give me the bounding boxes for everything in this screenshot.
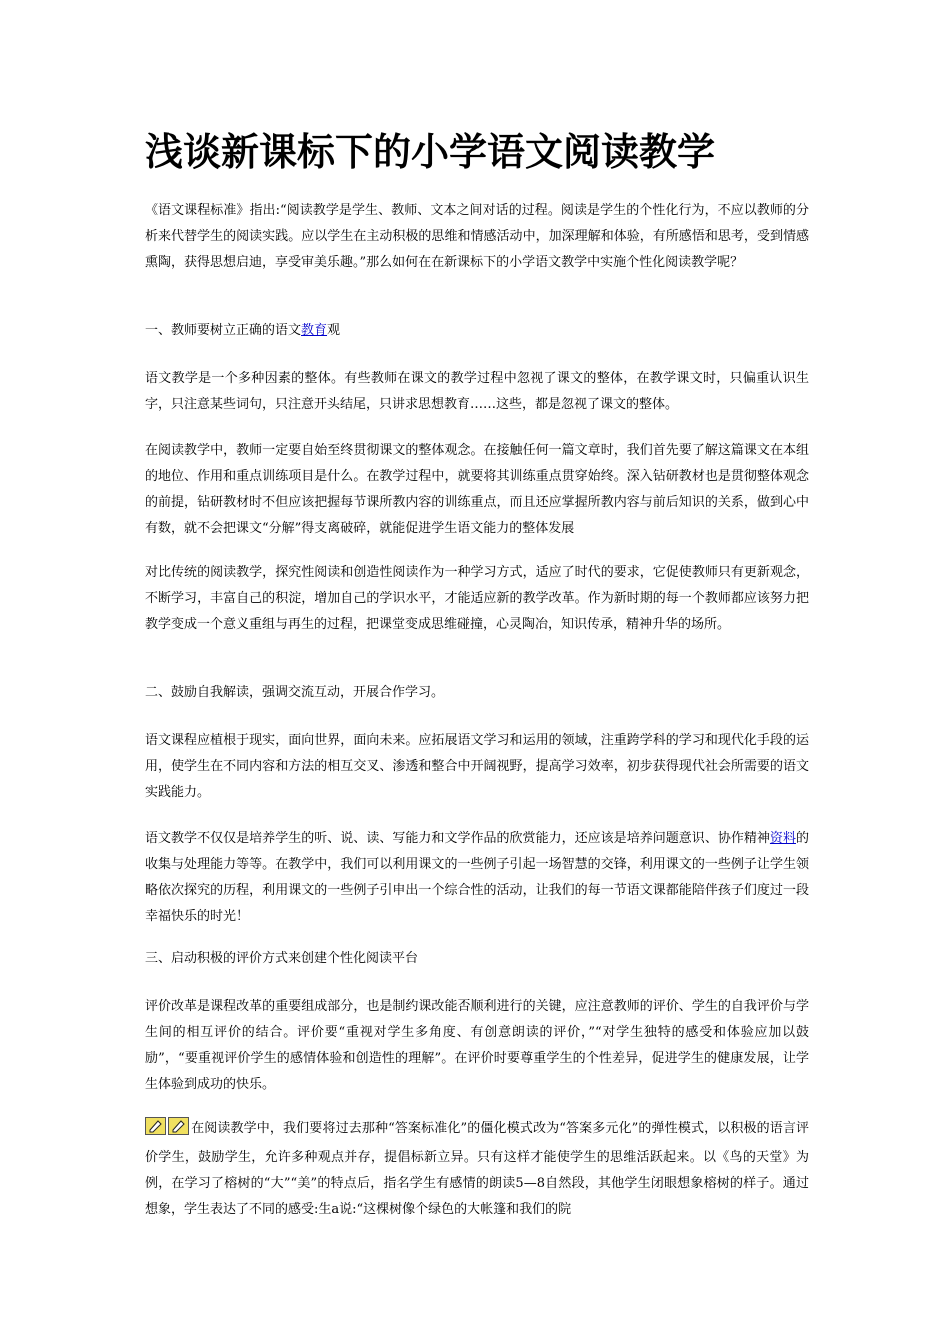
heading-1-text-after: 观 [327, 323, 341, 338]
paragraph-4: 对比传统的阅读教学，探究性阅读和创造性阅读作为一种学习方式，适应了时代的要求，它促使教师只有更新观念，不断学习，丰富自己的积淀，增加自己的学识水平，才能适应新的教学改革。作为新时期的每一个教师都应该努力把教学变成一个意义重组与再生的过程，把课堂变成思维碰撞，心灵陶冶，知识传承，精神升华的场所。 [145, 565, 809, 632]
link-ziliao[interactable]: 资料 [769, 831, 796, 846]
paragraph-6-text-before: 语文教学不仅仅是培养学生的听、说、读、写能力和文学作品的欣赏能力，还应该是培养问题意识、协作精神 [145, 831, 770, 846]
section-heading-1 [145, 318, 809, 344]
paragraph-3: 在阅读教学中，教师一定要自始至终贯彻课文的整体观念。在接触任何一篇文章时，我们首先要了解这篇课文在本组的地位、作用和重点训练项目是什么。在教学过程中，就要将其训练重点贯穿始终。深入钻研教材也是贯彻整体观念的前提，钻研教材时不但应该把握每节课所教内容的训练重点，而且还应掌握所教内容与前后知识的关系，做到心中有数，就不会把课文“分解”得支离破碎，就能促进学生语文能力的整体发展 [145, 443, 809, 536]
heading-1-text-before: 一、教师要树立正确的语文 [145, 323, 302, 338]
pencil-icon [145, 1117, 189, 1135]
paragraph-6 [145, 826, 809, 930]
paragraph-2: 语文教学是一个多种因素的整体。有些教师在课文的教学过程中忽视了课文的整体，在教学课文时，只偏重认识生字，只注意某些词句，只注意开头结尾，只讲求思想教育……这些，都是忽视了课文的整体。 [145, 371, 809, 412]
paragraph-intro: 《语文课程标准》指出:“阅读教学是学生、教师、文本之间对话的过程。阅读是学生的个性化行为，不应以教师的分析来代替学生的阅读实践。应以学生在主动积极的思维和情感活动中，加深理解和体验，有所感悟和思考，受到情感熏陶，获得思想启迪，享受审美乐趣。”那么如何在在新课标下的小学语文教学中实施个性化阅读教学呢？ [145, 203, 809, 270]
paragraph-6-text-after: 的收集与处理能力等等。在教学中，我们可以利用课文的一些例子引起一场智慧的交锋，利用课文的一些例子让学生领略依次探究的历程，利用课文的一些例子引申出一个综合性的活动，让我们的每一节语文课都能陪伴孩子们度过一段幸福快乐的时光！ [145, 831, 809, 924]
edit-icons [145, 1117, 189, 1145]
paragraph-7: 评价改革是课程改革的重要组成部分，也是制约课改能否顺利进行的关键，应注意教师的评价、学生的自我评价与学生间的相互评价的结合。评价要“重视对学生多角度、有创意朗读的评价，”“对学生独特的感受和体验应加以鼓励”，“要重视评价学生的感情体验和创造性的理解”。在评价时要尊重学生的个性差异，促进学生的健康发展，让学生体验到成功的快乐。 [145, 999, 809, 1092]
paragraph-8 [145, 1116, 809, 1223]
section-heading-3: 三、启动积极的评价方式来创建个性化阅读平台 [145, 951, 419, 966]
section-heading-2: 二、鼓励自我解读，强调交流互动，开展合作学习。 [145, 685, 445, 700]
paragraph-5: 语文课程应植根于现实，面向世界，面向未来。应拓展语文学习和运用的领域，注重跨学科的学习和现代化手段的运用，使学生在不同内容和方法的相互交叉、渗透和整合中开阔视野，提高学习效率，初步获得现代社会所需要的语文实践能力。 [145, 733, 809, 800]
document-title: 浅谈新课标下的小学语文阅读教学 [145, 129, 716, 174]
link-jiaoyu[interactable]: 教育 [301, 323, 328, 338]
paragraph-8-text: 在阅读教学中，我们要将过去那种“答案标准化”的僵化模式改为“答案多元化”的弹性模式，以积极的语言评价学生，鼓励学生，允许多种观点并存，提倡标新立异。只有这样才能使学生的思维活跃起来。以《鸟的天堂》为例，在学习了榕树的“大”“美”的特点后，指名学生有感情的朗读5—8自然段，其他学生闭眼想象榕树的样子。通过想象，学生表达了不同的感受:生a说:“这棵树像个绿色的大帐篷和我们的院 [145, 1121, 809, 1217]
